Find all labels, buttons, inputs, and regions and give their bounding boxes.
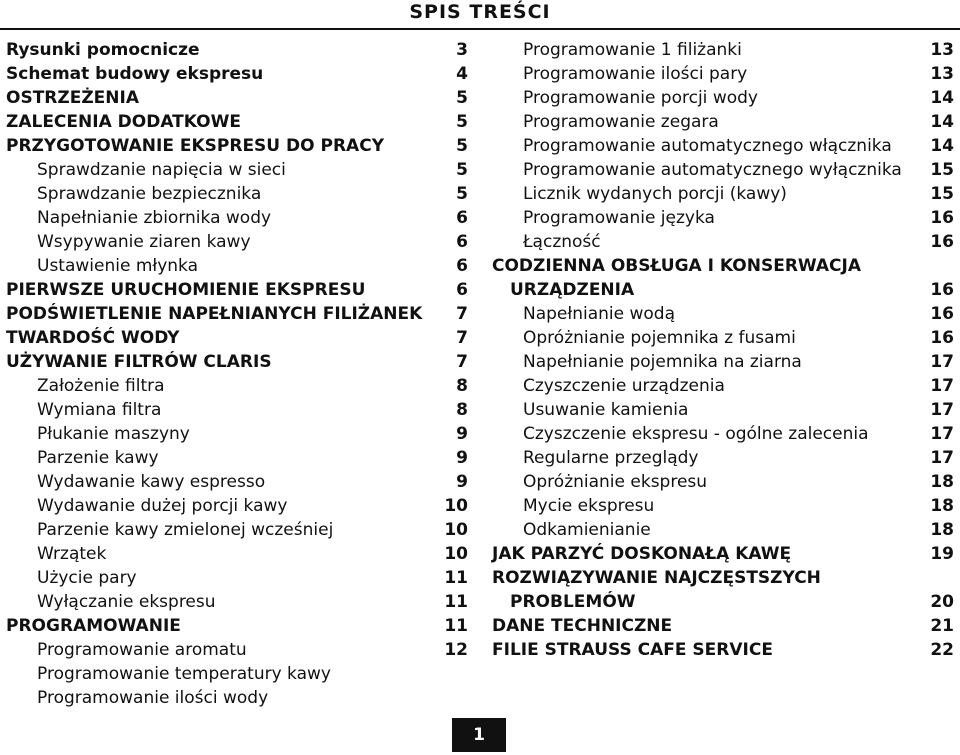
- toc-entry: [6, 326, 468, 350]
- toc-entry-page: 17: [930, 424, 954, 444]
- toc-entry: [6, 182, 468, 206]
- toc-entry: [492, 110, 954, 134]
- toc-entry-page: 15: [930, 160, 954, 180]
- toc-entry: [6, 62, 468, 86]
- toc-entry-title: Odkamienianie: [523, 520, 651, 540]
- toc-entry-title: PODŚWIETLENIE NAPEŁNIANYCH FILIŻANEK: [6, 304, 423, 324]
- toc-entry: [6, 398, 468, 422]
- toc-entry: [492, 566, 954, 590]
- toc-entry-page: 16: [930, 208, 954, 228]
- toc-entry-title: FILIE STRAUSS CAFE SERVICE: [492, 640, 773, 660]
- toc-entry-page: 5: [456, 160, 468, 180]
- toc-entry: [6, 566, 468, 590]
- toc-entry-title: UŻYWANIE FILTRÓW CLARIS: [6, 352, 272, 372]
- toc-entry-title: ROZWIĄZYWANIE NAJCZĘSTSZYCH: [492, 568, 821, 588]
- toc-entry-title: ZALECENIA DODATKOWE: [6, 112, 241, 132]
- toc-entry-page: 22: [930, 640, 954, 660]
- toc-entry-title: CODZIENNA OBSŁUGA I KONSERWACJA: [492, 256, 862, 276]
- toc-entry-title: Sprawdzanie napięcia w sieci: [37, 160, 286, 180]
- toc-entry: [6, 86, 468, 110]
- toc-entry: [492, 182, 954, 206]
- toc-entry-page: 17: [930, 400, 954, 420]
- toc-entry: [6, 494, 468, 518]
- toc-entry-page: 10: [444, 520, 468, 540]
- toc-entry: [6, 110, 468, 134]
- title-rule: [0, 28, 960, 30]
- toc-entry: [492, 398, 954, 422]
- toc-entry-title: PRZYGOTOWANIE EKSPRESU DO PRACY: [6, 136, 385, 156]
- toc-entry-title: Programowanie aromatu: [37, 640, 247, 660]
- toc-entry: [492, 134, 954, 158]
- toc-entry: [6, 662, 468, 686]
- toc-entry-page: 6: [456, 232, 468, 252]
- toc-entry-page: 18: [930, 496, 954, 516]
- toc-entry-title: Płukanie maszyny: [37, 424, 190, 444]
- toc-entry-title: Programowanie 1 filiżanki: [523, 40, 742, 60]
- toc-entry: [6, 278, 468, 302]
- toc-entry: [492, 86, 954, 110]
- toc-entry: [6, 206, 468, 230]
- toc-entry: [492, 542, 954, 566]
- toc-entry-title: Czyszczenie urządzenia: [523, 376, 725, 396]
- toc-entry-title: Usuwanie kamienia: [523, 400, 689, 420]
- toc-entry: [6, 350, 468, 374]
- toc-entry-title: PROGRAMOWANIE: [6, 616, 181, 636]
- toc-entry-title: Łączność: [523, 232, 601, 252]
- toc-entry: [492, 518, 954, 542]
- toc-entry-page: 9: [456, 448, 468, 468]
- toc-entry-page: 9: [456, 424, 468, 444]
- toc-entry-page: 9: [456, 472, 468, 492]
- toc-entry-title: Parzenie kawy zmielonej wcześniej: [37, 520, 334, 540]
- toc-entry-page: 17: [930, 352, 954, 372]
- toc-entry-page: 19: [930, 544, 954, 564]
- toc-entry-page: 5: [456, 112, 468, 132]
- toc-entry-page: 5: [456, 88, 468, 108]
- toc-entry-title: PIERWSZE URUCHOMIENIE EKSPRESU: [6, 280, 366, 300]
- toc-entry-title: Programowanie ilości wody: [37, 688, 269, 708]
- toc-entry-title: Napełnianie zbiornika wody: [37, 208, 272, 228]
- toc-entry-page: 7: [456, 328, 468, 348]
- toc-right-column: [492, 38, 954, 662]
- toc-entry: [6, 422, 468, 446]
- toc-entry: [492, 230, 954, 254]
- toc-entry: [492, 278, 954, 302]
- toc-entry: [492, 374, 954, 398]
- toc-entry-page: 11: [444, 616, 468, 636]
- toc-entry-page: 18: [930, 472, 954, 492]
- toc-entry-title: Wyłączanie ekspresu: [37, 592, 216, 612]
- page-title: SPIS TREŚCI: [409, 1, 551, 23]
- toc-entry-title: Programowanie automatycznego włącznika: [523, 136, 892, 156]
- toc-entry-page: 21: [930, 616, 954, 636]
- toc-entry-page: 16: [930, 280, 954, 300]
- toc-entry-title: Wsypywanie ziaren kawy: [37, 232, 251, 252]
- toc-entry-title: Wydawanie kawy espresso: [37, 472, 266, 492]
- toc-entry: [492, 494, 954, 518]
- toc-entry-page: 15: [930, 184, 954, 204]
- toc-entry: [6, 38, 468, 62]
- toc-entry-title: TWARDOŚĆ WODY: [6, 328, 180, 348]
- toc-entry-title: Parzenie kawy: [37, 448, 159, 468]
- toc-entry-page: 6: [456, 256, 468, 276]
- toc-entry-title: Wrzątek: [37, 544, 107, 564]
- toc-left-column: [6, 38, 468, 710]
- toc-entry-title: Programowanie porcji wody: [523, 88, 758, 108]
- toc-entry-title: Programowanie automatycznego wyłącznika: [523, 160, 902, 180]
- toc-entry-page: 8: [456, 376, 468, 396]
- toc-entry-page: 20: [930, 592, 954, 612]
- toc-entry-page: 16: [930, 304, 954, 324]
- toc-entry-title: Licznik wydanych porcji (kawy): [523, 184, 787, 204]
- toc-entry-title: Opróżnianie ekspresu: [523, 472, 708, 492]
- toc-entry: [492, 158, 954, 182]
- toc-entry-page: 13: [930, 64, 954, 84]
- toc-entry-title: Mycie ekspresu: [523, 496, 655, 516]
- toc-entry-title: Programowanie języka: [523, 208, 715, 228]
- toc-entry: [492, 350, 954, 374]
- toc-entry: [6, 590, 468, 614]
- toc-entry-title: Czyszczenie ekspresu - ogólne zalecenia: [523, 424, 869, 444]
- toc-entry-page: 17: [930, 376, 954, 396]
- toc-entry-title: Programowanie temperatury kawy: [37, 664, 331, 684]
- toc-entry: [6, 134, 468, 158]
- toc-entry: [6, 542, 468, 566]
- toc-entry: [6, 254, 468, 278]
- toc-entry-title: Rysunki pomocnicze: [6, 40, 200, 60]
- toc-entry: [492, 38, 954, 62]
- toc-entry: [492, 326, 954, 350]
- toc-entry-title: Napełnianie wodą: [523, 304, 676, 324]
- toc-entry-page: 4: [456, 64, 468, 84]
- toc-entry: [6, 638, 468, 662]
- toc-entry: [492, 62, 954, 86]
- toc-entry-title: Schemat budowy ekspresu: [6, 64, 264, 84]
- toc-entry: [492, 446, 954, 470]
- toc-entry-page: 14: [930, 136, 954, 156]
- toc-entry-page: 8: [456, 400, 468, 420]
- toc-entry-page: 5: [456, 136, 468, 156]
- page-number-badge: 1: [452, 718, 506, 752]
- toc-entry: [6, 302, 468, 326]
- toc-entry: [492, 614, 954, 638]
- toc-entry-title: OSTRZEŻENIA: [6, 88, 139, 108]
- toc-entry: [492, 206, 954, 230]
- toc-entry-page: 11: [444, 592, 468, 612]
- toc-entry-page: 7: [456, 304, 468, 324]
- toc-entry: [492, 470, 954, 494]
- toc-entry-title: Wymiana filtra: [37, 400, 162, 420]
- toc-entry-title: Opróżnianie pojemnika z fusami: [523, 328, 796, 348]
- toc-entry-title: Sprawdzanie bezpiecznika: [37, 184, 262, 204]
- toc-entry-page: 16: [930, 328, 954, 348]
- toc-entry-page: 13: [930, 40, 954, 60]
- toc-entry-title: Użycie pary: [37, 568, 137, 588]
- toc-entry-title: Wydawanie dużej porcji kawy: [37, 496, 288, 516]
- toc-entry-page: 11: [444, 568, 468, 588]
- toc-entry-page: 18: [930, 520, 954, 540]
- toc-entry-title: PROBLEMÓW: [510, 592, 636, 612]
- toc-entry-title: Założenie filtra: [37, 376, 165, 396]
- toc-entry-page: 16: [930, 232, 954, 252]
- toc-entry: [6, 518, 468, 542]
- toc-entry: [492, 590, 954, 614]
- toc-entry: [492, 638, 954, 662]
- toc-entry: [6, 470, 468, 494]
- toc-entry-title: Programowanie zegara: [523, 112, 719, 132]
- toc-entry-page: 6: [456, 208, 468, 228]
- toc-entry: [6, 446, 468, 470]
- toc-entry-title: Programowanie ilości pary: [523, 64, 748, 84]
- toc-entry-page: 12: [444, 640, 468, 660]
- toc-entry: [6, 614, 468, 638]
- toc-entry-page: 6: [456, 280, 468, 300]
- toc-entry-page: 7: [456, 352, 468, 372]
- toc-entry-title: Regularne przeglądy: [523, 448, 699, 468]
- toc-entry: [6, 158, 468, 182]
- toc-entry-page: 14: [930, 112, 954, 132]
- toc-entry: [492, 254, 954, 278]
- toc-entry-title: Napełnianie pojemnika na ziarna: [523, 352, 802, 372]
- toc-entry-title: URZĄDZENIA: [510, 280, 635, 300]
- toc-entry-page: 14: [930, 88, 954, 108]
- toc-entry: [6, 374, 468, 398]
- toc-entry-title: Ustawienie młynka: [37, 256, 199, 276]
- toc-entry: [492, 302, 954, 326]
- toc-entry-page: 10: [444, 496, 468, 516]
- toc-entry-page: 3: [456, 40, 468, 60]
- toc-entry: [6, 230, 468, 254]
- toc-entry: [6, 686, 468, 710]
- toc-entry-title: JAK PARZYĆ DOSKONAŁĄ KAWĘ: [492, 544, 792, 564]
- toc-entry-page: 17: [930, 448, 954, 468]
- toc-entry-title: DANE TECHNICZNE: [492, 616, 673, 636]
- toc-entry-page: 10: [444, 544, 468, 564]
- toc-entry-page: 5: [456, 184, 468, 204]
- toc-entry: [492, 422, 954, 446]
